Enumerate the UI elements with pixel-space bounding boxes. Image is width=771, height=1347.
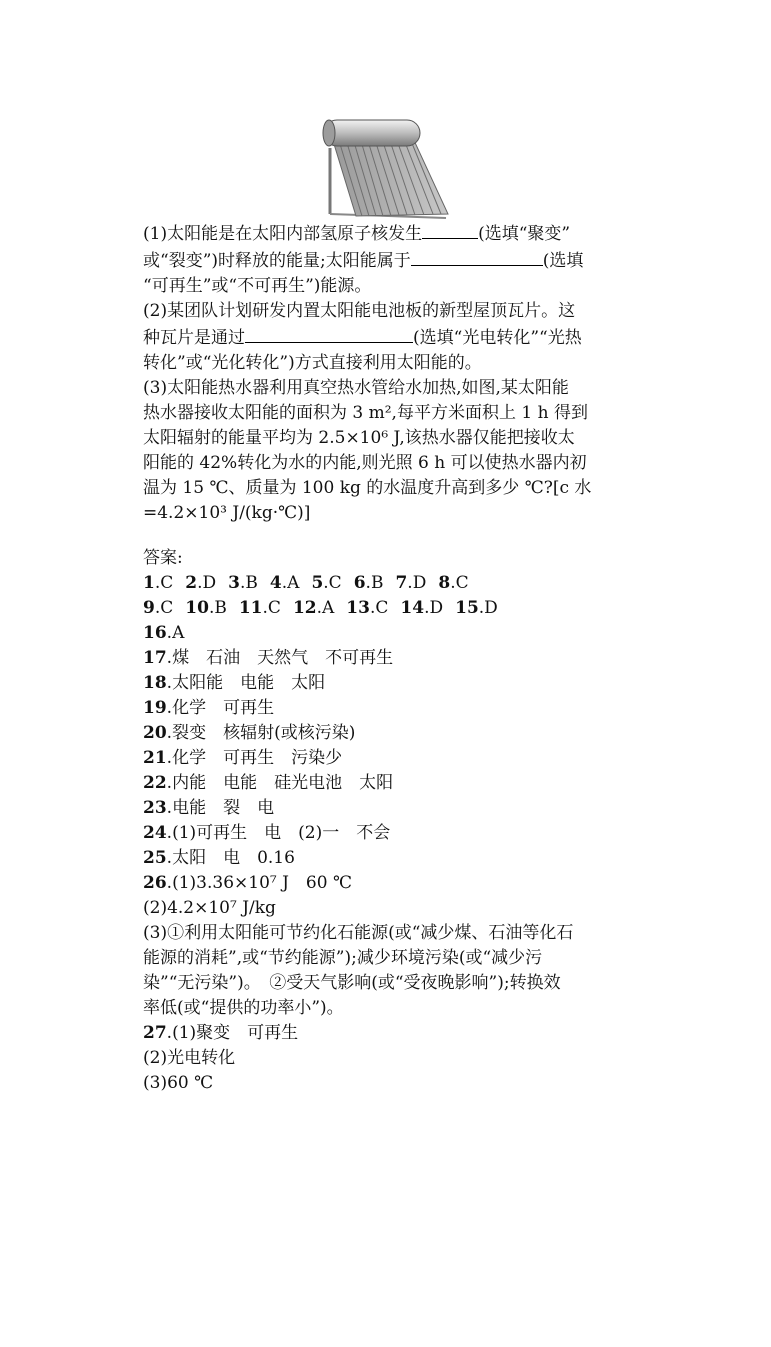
answer-26-part-3-line-1: (3)①利用太阳能可节约化石能源(或“减少煤、石油等化石 xyxy=(143,923,574,943)
answer-23: 23.电能 裂 电 xyxy=(143,798,275,818)
answer-number: 8 xyxy=(438,573,451,593)
answer-number: 10 xyxy=(185,598,209,618)
answer-number: 6 xyxy=(353,573,366,593)
answer-choice: .D xyxy=(407,573,427,593)
answer-number: 9 xyxy=(143,598,155,618)
answer-26-part-3-line-2: 能源的消耗”,或“节约能源”);减少环境污染(或“减少污 xyxy=(143,948,543,968)
answer-choice: .C xyxy=(262,598,281,618)
question-text xyxy=(143,220,633,526)
answer-choice: .A xyxy=(316,598,335,618)
answer-26: 26.(1)3.36×10⁷ J 60 ℃ xyxy=(143,873,352,893)
answer-choice: .A xyxy=(281,573,300,593)
answer-row-2 xyxy=(143,596,633,621)
answer-number: 3 xyxy=(228,573,240,593)
answer-20: 20.裂变 核辐射(或核污染) xyxy=(143,723,356,743)
answer-item xyxy=(311,571,341,596)
answer-choice: .C xyxy=(154,573,174,593)
answer-section xyxy=(143,546,633,1096)
answer-18: 18.太阳能 电能 太阳 xyxy=(143,673,326,693)
answer-item xyxy=(270,571,300,596)
answer-24: 24.(1)可再生 电 (2)一 不会 xyxy=(143,823,391,843)
answer-number: 13 xyxy=(346,598,370,618)
answer-choice: .D xyxy=(424,598,444,618)
answer-choice: .D xyxy=(197,573,217,593)
answer-number: 15 xyxy=(455,598,479,618)
answer-21: 21.化学 可再生 污染少 xyxy=(143,748,343,768)
answer-number: 5 xyxy=(311,573,324,593)
answer-item xyxy=(346,596,388,621)
answer-number: 14 xyxy=(400,598,425,618)
answer-item xyxy=(293,596,334,621)
answer-choice: .D xyxy=(478,598,498,618)
answer-number: 4 xyxy=(269,573,282,593)
answer-17: 17.煤 石油 天然气 不可再生 xyxy=(143,648,394,668)
answer-27-part-2: (2)光电转化 xyxy=(143,1048,236,1068)
answer-number: 2 xyxy=(185,573,198,593)
answer-22: 22.内能 电能 硅光电池 太阳 xyxy=(143,773,394,793)
answer-number: 1 xyxy=(143,573,155,593)
answer-number: 12 xyxy=(292,598,317,618)
answer-choice: .C xyxy=(450,573,469,593)
answer-16: 16.A xyxy=(143,623,185,643)
answer-item xyxy=(185,596,227,621)
answer-number: 11 xyxy=(238,598,263,618)
answer-26-part-3-line-3: 染”“无污染”)。 ②受天气影响(或“受夜晚影响”);转换效 xyxy=(143,973,561,993)
answer-26-part-2: (2)4.2×10⁷ J/kg xyxy=(143,898,276,918)
answer-27-part-3: (3)60 ℃ xyxy=(143,1073,214,1093)
question-part-1: (1)太阳能是在太阳内部氢原子核发生 (选填“聚变” 或“裂变”)时释放的能量;太阳能属于 (选填 “可再生”或“不可再生”)能源。 xyxy=(143,220,633,299)
answer-choice: .B xyxy=(240,573,258,593)
answer-choice: .C xyxy=(154,598,174,618)
answer-25: 25.太阳 电 0.16 xyxy=(143,848,295,868)
solar-water-heater-image xyxy=(316,114,451,222)
answer-item xyxy=(143,596,173,621)
answer-item xyxy=(395,571,426,596)
answer-choice: .B xyxy=(365,573,384,593)
answer-19: 19.化学 可再生 xyxy=(143,698,275,718)
answer-row-1 xyxy=(143,571,633,596)
answer-choice: .B xyxy=(208,598,227,618)
answer-item xyxy=(354,571,384,596)
question-part-2: (2)某团队计划研发内置太阳能电池板的新型屋顶瓦片。这 种瓦片是通过 (选填“光电转化”“光热 转化”或“光化转化”)方式直接利用太阳能的。 xyxy=(143,301,582,373)
answer-item xyxy=(400,596,443,621)
answer-item xyxy=(438,571,468,596)
answer-choice: .C xyxy=(323,573,342,593)
answer-item xyxy=(228,571,258,596)
answer-number: 7 xyxy=(395,573,408,593)
answer-blank xyxy=(411,247,543,266)
answer-item xyxy=(455,596,498,621)
answer-item xyxy=(143,571,173,596)
question-part-3: (3)太阳能热水器利用真空热水管给水加热,如图,某太阳能 热水器接收太阳能的面积为 3 m²,每平方米面积上 1 h 得到 太阳辐射的能量平均为 2.5×10⁶ J,该热水器仅能把接收太 阳能的 42%转化为水的内能,则光照 6 h 可以使热水器内初 温为 15 ℃、质量为 100 kg 的水温度升高到多少 ℃?[c 水 =4.2×10³ J/(kg·℃)] xyxy=(143,378,592,523)
answer-26-part-3-line-4: 率低(或“提供的功率小”)。 xyxy=(143,998,344,1018)
answer-choice: .C xyxy=(369,598,389,618)
answer-item xyxy=(239,596,281,621)
answer-27: 27.(1)聚变 可再生 xyxy=(143,1023,299,1043)
answer-blank xyxy=(245,324,413,343)
answer-blank xyxy=(422,220,478,239)
answer-heading: 答案: xyxy=(143,548,183,568)
answer-item xyxy=(185,571,216,596)
